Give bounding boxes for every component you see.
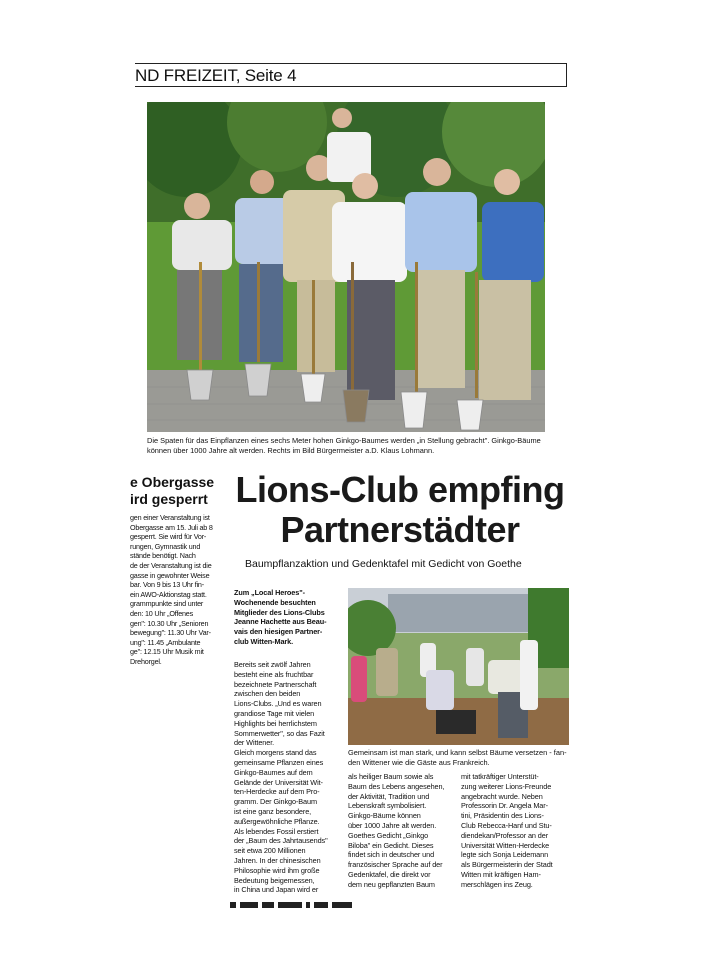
second-photo: [348, 588, 569, 745]
second-photo-caption-line-1: Gemeinsam ist man stark, und kann selbst Bäume versetzen - fan-: [348, 748, 567, 757]
side-article-heading-line-1: e Obergasse: [130, 474, 215, 490]
section-header-title: ND FREIZEIT, Seite 4: [135, 66, 297, 85]
cut-off-text-line: [230, 902, 460, 910]
article-headline-line-1: Lions-Club empfing: [235, 469, 565, 510]
article-column-2: als heiliger Baum sowie als Baum des Lebens angesehen, der Aktivität, Tradition und Lebenskraft symbolisiert. Ginkgo-Bäume können über 1000 Jahre alt werden. Goethes Gedicht „Ginkgo Biloba" ein Gedicht. Dieses findet sich in deutscher und französischer Sprache auf der Gedenktafel, die direkt vor dem neu gepflanzten Baum: [348, 772, 445, 889]
second-photo-caption-line-2: den Wittener wie die Gäste aus Frankreich.: [348, 758, 490, 767]
side-article-body: gen einer Veranstaltung ist Obergasse am 15. Juli ab 8 gesperrt. Sie wird für Vor- rungen, Gymnastik und stände benötigt. Nach de der Veranstaltung ist die gasse in gewohnter Weise bar. Von 9 bis 13 Uhr fin- ein AWO-Aktionstag statt. grammpunkte sind unter den: 10 Uhr „Offenes gen": 10.30 Uhr „Senioren bewegung": 11.30 Uhr Var- ung": 11.45 „Ambulante ge": 12.15 Uhr Musik mit Drehorgel.: [130, 513, 213, 666]
top-photo-caption: [147, 436, 557, 456]
article-column-3: mit tatkräftiger Unterstüt- zung weiterer Lions-Freunde angebracht wurde. Neben Professorin Dr. Angela Mar- tini, Präsidentin des Lions- Club Rebecca-Hanf und Stu- diendekan/Professor an der Universität Witten-Herdecke legte sich Sonja Leidemann als Bürgermeisterin der Stadt Witten mit kräftigen Ham- merschlägen ins Zeug.: [461, 772, 553, 889]
top-photo: [147, 102, 545, 432]
article-subheadline: Baumpflanzaktion und Gedenktafel mit Gedicht von Goethe: [245, 558, 522, 570]
article-column-1: Bereits seit zwölf Jahren besteht eine als fruchtbar bezeichnete Partnerschaft zwischen den beiden Lions-Clubs. „Und es waren grandiose Tage mit vielen Highlights bei herrlichstem Sommerwetter", so das Fazit der Wittener. Gleich morgens stand das gemeinsame Pflanzen eines Ginkgo-Baumes auf dem Gelände der Universität Wit- ten-Herdecke auf dem Pro- gramm. Der Ginkgo-Baum ist eine ganz besondere, außergewöhnliche Pflanze. Als lebendes Fossil erstiert der „Baum des Jahrtausends" seit etwa 200 Millionen Jahren. In der chinesischen Philosophie wird ihm große Bedeutung beigemessen, in China und Japan wird er: [234, 660, 328, 895]
article-headline-line-2: Partnerstädter: [280, 509, 520, 550]
top-photo-caption-line-2: können über 1000 Jahre alt werden. Rechts im Bild Bürgermeister a.D. Klaus Lohmann.: [147, 446, 435, 455]
side-article-heading: [130, 474, 214, 508]
side-article-heading-line-2: ird gesperrt: [130, 491, 208, 507]
article-intro: Zum „Local Heroes"- Wochenende besuchten Mitglieder des Lions-Clubs Jeanne Hachette aus Beau- vais den hiesigen Partner- club Witten-Mark.: [234, 588, 327, 646]
second-photo-caption: [348, 748, 573, 768]
article-headline: [230, 470, 570, 550]
top-photo-caption-line-1: Die Spaten für das Einpflanzen eines sechs Meter hohen Ginkgo-Baumes werden „in Stellung gebracht". Ginkgo-Bäume: [147, 436, 541, 445]
